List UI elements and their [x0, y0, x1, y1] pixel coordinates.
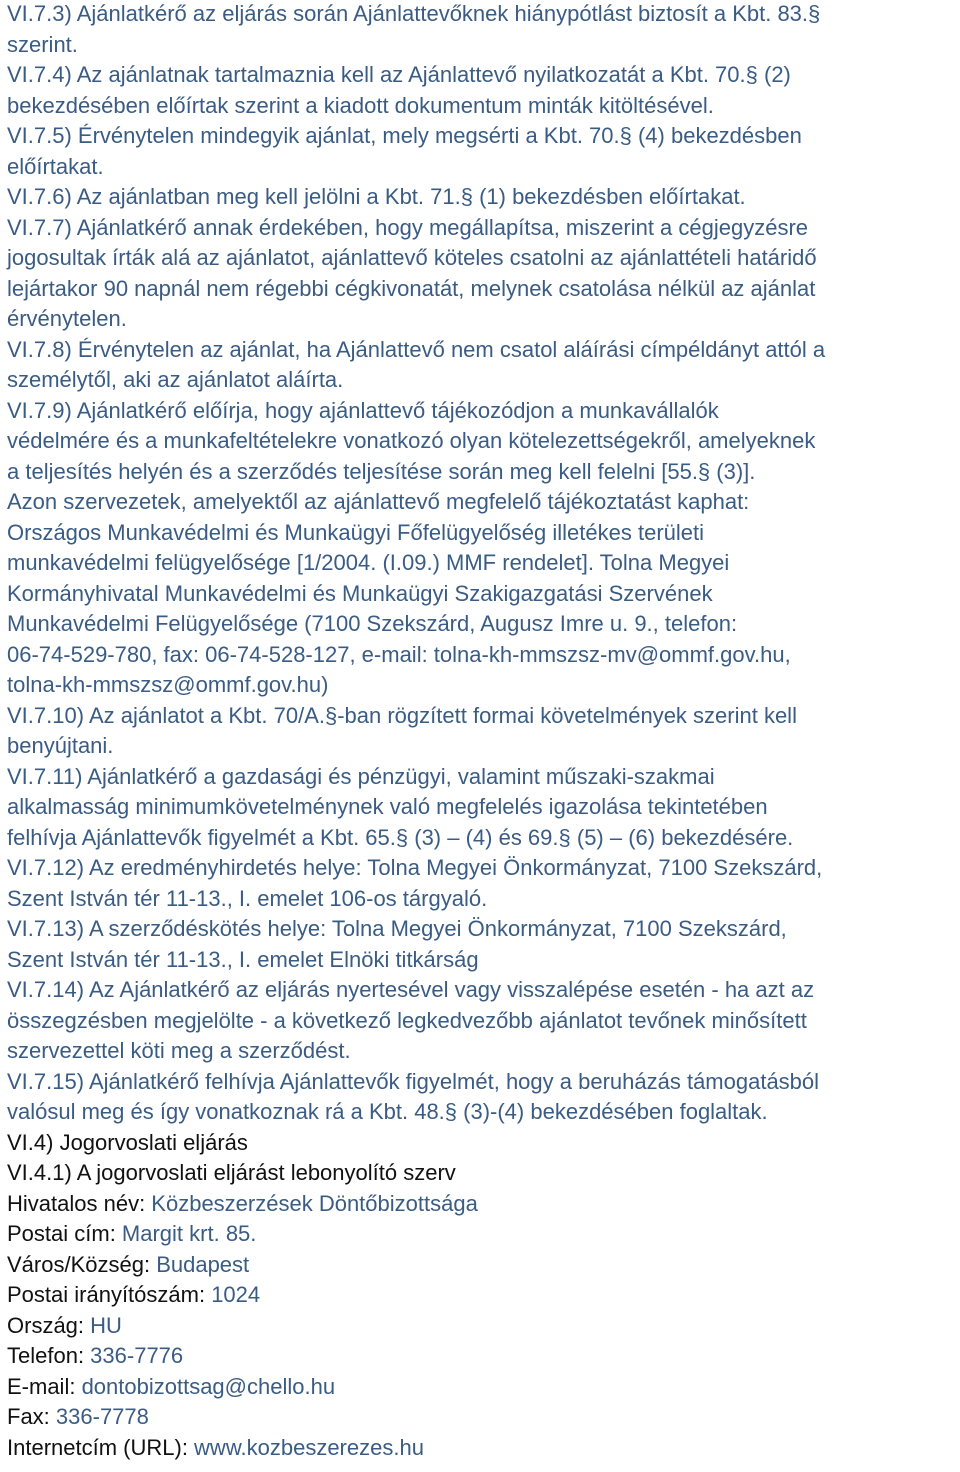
text-line: Országos Munkavédelmi és Munkaügyi Főfelügyelőség illetékes területi	[7, 520, 705, 545]
text-line: érvénytelen.	[7, 306, 127, 331]
field-label: Fax:	[7, 1404, 56, 1429]
text-line: összegzésben megjelölte - a következő legkedvezőbb ajánlatot tevőnek minősített	[7, 1008, 807, 1033]
text-line: VI.7.4) Az ajánlatnak tartalmaznia kell az Ajánlattevő nyilatkozatát a Kbt. 70.§ (2)	[7, 62, 791, 87]
field-label: Telefon:	[7, 1343, 91, 1368]
text-line: VI.7.13) A szerződéskötés helye: Tolna Megyei Önkormányzat, 7100 Szekszárd,	[7, 916, 787, 941]
subsection-heading: VI.4.1) A jogorvoslati eljárást lebonyolító szerv	[7, 1160, 456, 1185]
field-value: 1024	[211, 1282, 261, 1307]
field-city	[7, 1251, 249, 1279]
email-link[interactable]: dontobizottsag@chello.hu	[81, 1374, 336, 1399]
text-line: VI.7.9) Ajánlatkérő előírja, hogy ajánlattevő tájékozódjon a munkavállalók	[7, 398, 719, 423]
text-line: Szent István tér 11-13., I. emelet 106-os tárgyaló.	[7, 886, 488, 911]
field-postal-code	[7, 1281, 260, 1309]
field-label: Postai irányítószám:	[7, 1282, 212, 1307]
text-line: a teljesítés helyén és a szerződés teljesítése során meg kell felelni [55.§ (3)].	[7, 459, 756, 484]
section-heading: VI.4) Jogorvoslati eljárás	[7, 1130, 248, 1155]
text-line: személytől, aki az ajánlatot aláírta.	[7, 367, 344, 392]
text-line: alkalmasság minimumkövetelménynek való megfelelés igazolása tekintetében	[7, 794, 768, 819]
field-label: Hivatalos név:	[7, 1191, 152, 1216]
field-label: E-mail:	[7, 1374, 82, 1399]
field-country	[7, 1312, 122, 1340]
text-line: tolna-kh-mmszsz@ommf.gov.hu)	[7, 672, 329, 697]
text-line: VI.7.3) Ajánlatkérő az eljárás során Ajánlattevőknek hiánypótlást biztosít a Kbt. 83.§	[7, 1, 821, 26]
field-fax	[7, 1403, 149, 1431]
text-line: VI.7.7) Ajánlatkérő annak érdekében, hogy megállapítsa, miszerint a cégjegyzésre	[7, 215, 809, 240]
text-line: VI.7.14) Az Ajánlatkérő az eljárás nyertesével vagy visszalépése esetén - ha azt az	[7, 977, 815, 1002]
text-line: VI.7.11) Ajánlatkérő a gazdasági és pénzügyi, valamint műszaki-szakmai	[7, 764, 715, 789]
text-line: VI.7.8) Érvénytelen az ajánlat, ha Ajánlattevő nem csatol aláírási címpéldányt attól a	[7, 337, 826, 362]
field-label: Ország:	[7, 1313, 91, 1338]
text-line: előírtakat.	[7, 154, 104, 179]
field-email	[7, 1373, 335, 1401]
text-line: VI.7.5) Érvénytelen mindegyik ajánlat, mely megsérti a Kbt. 70.§ (4) bekezdésben	[7, 123, 802, 148]
url-link[interactable]: www.kozbeszerezes.hu	[194, 1435, 424, 1460]
text-line: Munkavédelmi Felügyelősége (7100 Szekszárd, Augusz Imre u. 9., telefon:	[7, 611, 738, 636]
field-label: Postai cím:	[7, 1221, 122, 1246]
text-line: bekezdésében előírtak szerint a kiadott dokumentum minták kitöltésével.	[7, 93, 714, 118]
text-line: munkavédelmi felügyelősége [1/2004. (I.09.) MMF rendelet]. Tolna Megyei	[7, 550, 730, 575]
text-line: jogosultak írták alá az ajánlatot, ajánlattevő köteles csatolni az ajánlattételi határidő	[7, 245, 817, 270]
text-line: védelmére és a munkafeltételekre vonatkozó olyan kötelezettségekről, amelyeknek	[7, 428, 816, 453]
text-line: VI.7.10) Az ajánlatot a Kbt. 70/A.§-ban rögzített formai követelmények szerint kell	[7, 703, 797, 728]
field-phone	[7, 1342, 183, 1370]
field-value: Margit krt. 85.	[121, 1221, 257, 1246]
text-line: VI.7.12) Az eredményhirdetés helye: Tolna Megyei Önkormányzat, 7100 Szekszárd,	[7, 855, 823, 880]
text-line: valósul meg és így vonatkoznak rá a Kbt. 48.§ (3)-(4) bekezdésében foglaltak.	[7, 1099, 768, 1124]
text-line: 06-74-529-780, fax: 06-74-528-127, e-mail: tolna-kh-mmszsz-mv@ommf.gov.hu,	[7, 642, 791, 667]
field-label: Internetcím (URL):	[7, 1435, 195, 1460]
field-url	[7, 1434, 424, 1462]
field-postal-address	[7, 1220, 256, 1248]
text-line: Azon szervezetek, amelyektől az ajánlattevő megfelelő tájékoztatást kaphat:	[7, 489, 750, 514]
text-line: benyújtani.	[7, 733, 114, 758]
field-official-name	[7, 1190, 478, 1218]
text-line: VI.7.15) Ajánlatkérő felhívja Ajánlattevők figyelmét, hogy a beruházás támogatásból	[7, 1069, 820, 1094]
field-value: 336-7778	[55, 1404, 149, 1429]
text-line: szerint.	[7, 32, 78, 57]
field-value: 336-7776	[90, 1343, 184, 1368]
text-line: Szent István tér 11-13., I. emelet Elnöki titkárság	[7, 947, 479, 972]
field-value: HU	[90, 1313, 122, 1338]
text-line: felhívja Ajánlattevők figyelmét a Kbt. 65.§ (3) – (4) és 69.§ (5) – (6) bekezdésére.	[7, 825, 794, 850]
text-line: szervezettel köti meg a szerződést.	[7, 1038, 351, 1063]
field-value: Budapest	[156, 1252, 250, 1277]
field-value: Közbeszerzések Döntőbizottsága	[151, 1191, 478, 1216]
text-line: lejártakor 90 napnál nem régebbi cégkivonatát, melynek csatolása nélkül az ajánlat	[7, 276, 816, 301]
text-line: Kormányhivatal Munkavédelmi és Munkaügyi Szakigazgatási Szervének	[7, 581, 713, 606]
text-line: VI.7.6) Az ajánlatban meg kell jelölni a Kbt. 71.§ (1) bekezdésben előírtakat.	[7, 184, 746, 209]
field-label: Város/Község:	[7, 1252, 157, 1277]
